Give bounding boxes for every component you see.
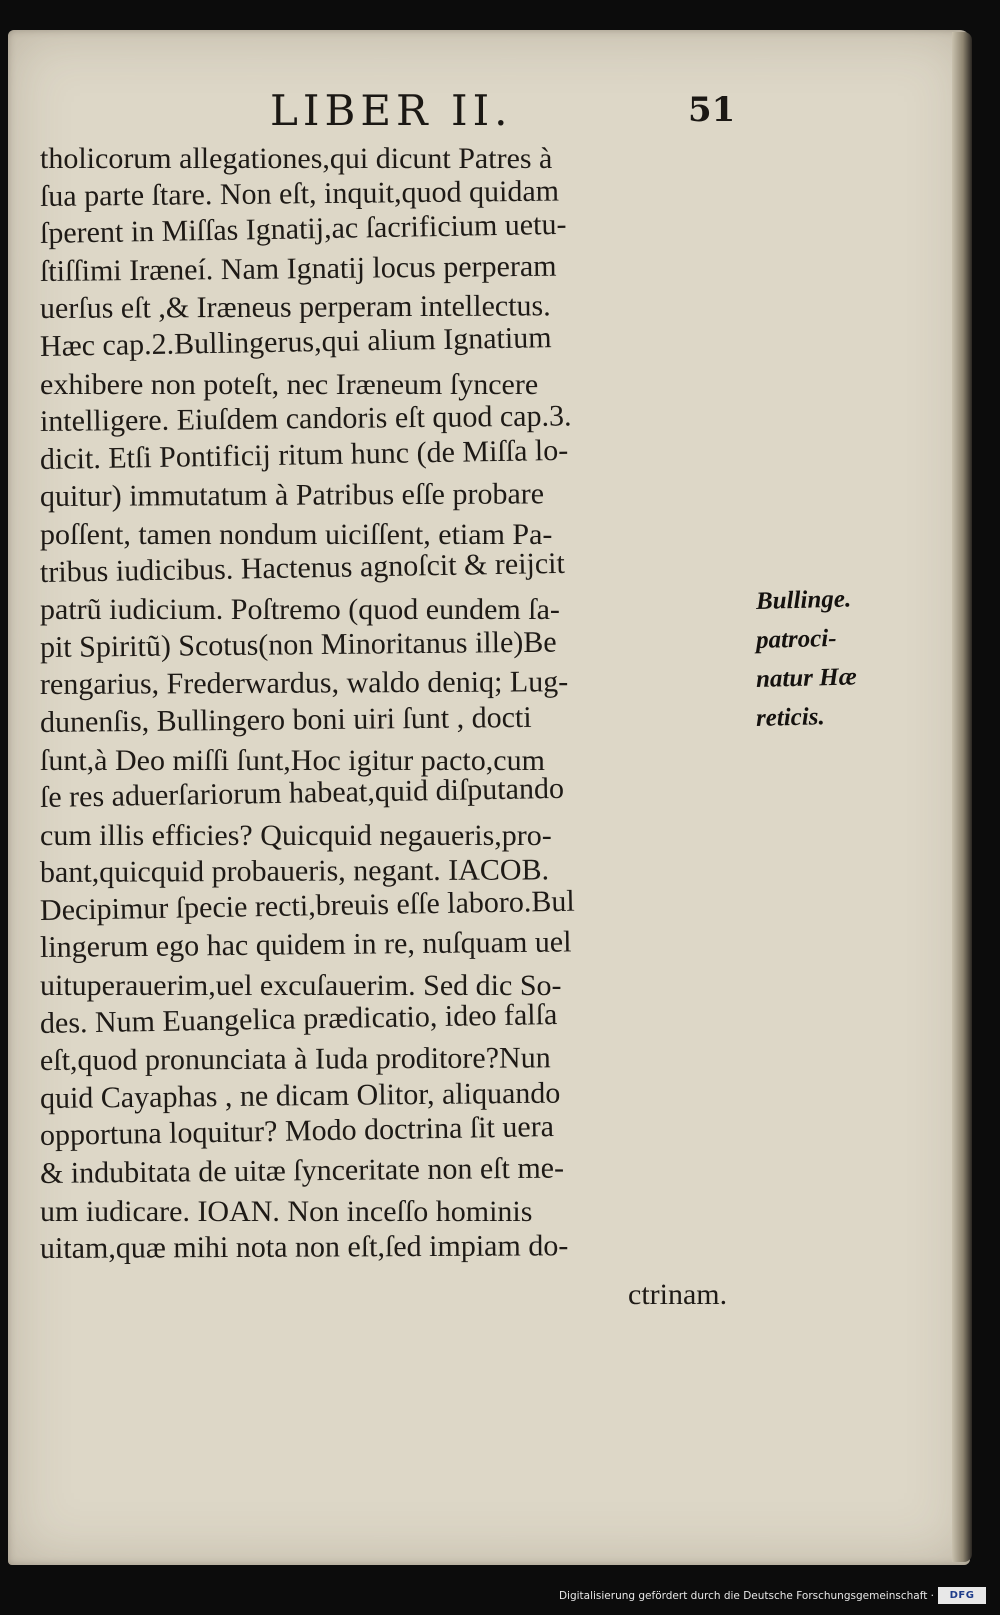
text-line: uituperauerim,uel excuſauerim. Sed dic So- — [40, 969, 562, 1003]
text-line: opportuna loquitur? Modo doctrina ſit uera — [39, 1110, 555, 1153]
text-line: ſunt,à Deo miſſi ſunt,Hoc igitur pacto,cum — [40, 743, 545, 777]
text-line: ſua parte ſtare. Non eſt, inquit,quod quidam — [39, 174, 560, 213]
text-line: tribus iudicibus. Hactenus agnoſcit & reijcit — [39, 546, 566, 589]
final-line: ctrinam. — [628, 1278, 728, 1311]
text-line: quid Cayaphas , ne dicam Olitor, aliquando — [39, 1076, 561, 1115]
marginal-note — [756, 582, 926, 738]
margin-note-line: reticis. — [755, 703, 826, 732]
text-line: ſe res aduerſariorum habeat,quid diſputando — [39, 771, 565, 815]
page-number: 51 — [688, 90, 736, 130]
text-line: um iudicare. IOAN. Non inceſſo hominis — [40, 1194, 533, 1228]
text-line: ſperent in Miſſas Ignatij,ac ſacrificium uetu- — [39, 208, 567, 251]
margin-note-line: patroci- — [755, 624, 837, 654]
text-line: lingerum ego hac quidem in re, nuſquam uel — [39, 925, 572, 965]
page-edge — [952, 32, 972, 1562]
text-line: bant,quicquid probaueris, negant. IACOB. — [39, 853, 550, 890]
text-line: uitam,quæ mihi nota non eſt,ſed impiam do- — [39, 1229, 569, 1266]
text-line: dicit. Etſi Pontificij ritum hunc (de Miſſa lo- — [39, 433, 569, 476]
text-line: rengarius, Frederwardus, waldo deniq; Lug- — [39, 665, 569, 702]
text-line: patrũ iudicium. Poſtremo (quod eundem ſa- — [40, 593, 560, 627]
text-line: & indubitata de uitæ ſynceritate non eſt me- — [39, 1151, 565, 1191]
digitization-credit: Digitalisierung gefördert durch die Deutsche Forschungsgemeinschaft · — [558, 1590, 934, 1602]
text-line: cum illis efficies? Quicquid negaueris,pro- — [40, 818, 552, 852]
text-line: uerſus eſt ,& Iræneus perperam intellectus. — [39, 289, 551, 326]
text-line: Hæc cap.2.Bullingerus,qui alium Ignatium — [39, 321, 552, 363]
text-line: ſtiſſimi Iræneí. Nam Ignatij locus perperam — [39, 249, 557, 288]
text-line: intelligere. Eiuſdem candoris eſt quod cap.3. — [39, 399, 572, 439]
margin-note-line: Bullinge. — [755, 585, 852, 615]
text-line: Decipimur ſpecie recti,breuis eſſe laboro.Bul — [39, 884, 576, 927]
text-line: des. Num Euangelica prædicatio, ideo falſa — [39, 997, 558, 1040]
running-title: LIBER II. — [270, 86, 513, 135]
dfg-logo: DFG — [938, 1587, 986, 1604]
text-line: eſt,quod pronunciata à Iuda proditore?Nun — [39, 1041, 551, 1078]
text-line: poſſent, tamen nondum uiciſſent, etiam Pa- — [40, 517, 553, 551]
text-line: dunenſis, Bullingero boni uiri ſunt , docti — [39, 700, 532, 739]
text-line: tholicorum allegationes,qui dicunt Patres à — [40, 142, 553, 175]
text-line: quitur) immutatum à Patribus eſſe probare — [39, 477, 545, 514]
text-line: exhibere non poteſt, nec Iræneum ſyncere — [40, 367, 539, 401]
margin-note-line: natur Hæ — [755, 663, 858, 693]
page-header — [60, 86, 750, 136]
text-line: pit Spiritũ) Scotus(non Minoritanus ille)Be — [39, 625, 557, 664]
body-text — [40, 140, 760, 1268]
